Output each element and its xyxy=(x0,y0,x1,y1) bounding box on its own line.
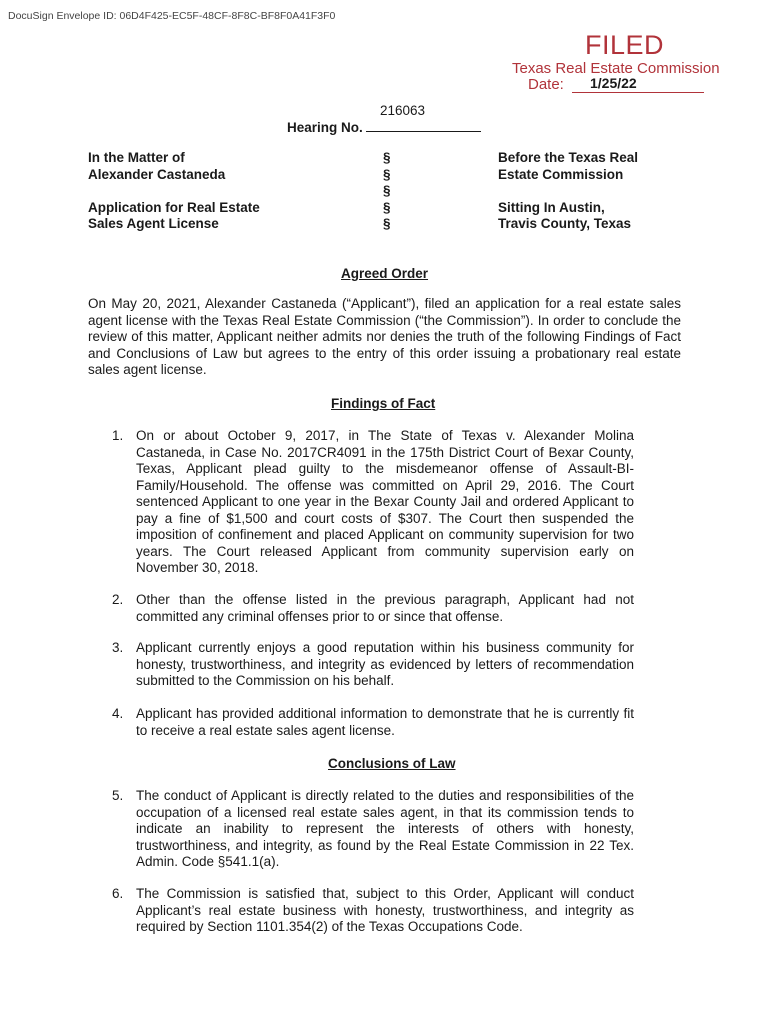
stamp-date-line xyxy=(572,92,704,93)
item-number: 5. xyxy=(112,788,124,803)
finding-item xyxy=(112,428,634,577)
caption-right xyxy=(498,150,638,233)
section-mark: § xyxy=(383,216,391,231)
conclusions-of-law-heading: Conclusions of Law xyxy=(328,756,456,771)
section-marks xyxy=(383,150,391,233)
findings-of-fact-heading: Findings of Fact xyxy=(331,396,436,411)
finding-item xyxy=(112,640,634,690)
caption-right-line: Sitting In Austin, xyxy=(498,199,605,215)
item-number: 6. xyxy=(112,886,124,901)
caption-spacer xyxy=(88,183,260,200)
item-text: Applicant has provided additional information to demonstrate that he is currently fit to receive a real estate sales agent license. xyxy=(136,706,634,738)
item-number: 4. xyxy=(112,706,124,721)
section-mark: § xyxy=(383,166,391,182)
section-mark: § xyxy=(383,183,391,198)
caption-left xyxy=(88,150,260,233)
stamp-date-label: Date: xyxy=(528,76,564,93)
filed-stamp xyxy=(512,30,727,97)
item-number: 3. xyxy=(112,640,124,655)
docusign-envelope-id: DocuSign Envelope ID: 06D4F425-EC5F-48CF-8F8C-BF8F0A41F3F0 xyxy=(8,10,336,22)
caption-right-line: Travis County, Texas xyxy=(498,216,632,231)
section-mark: § xyxy=(383,150,391,165)
section-mark: § xyxy=(383,199,391,215)
stamp-date-row xyxy=(512,77,727,97)
item-number: 2. xyxy=(112,592,124,607)
caption-left-line: Sales Agent License xyxy=(88,216,219,231)
stamp-date-value: 1/25/22 xyxy=(590,75,637,91)
item-text: Applicant currently enjoys a good reputation within his business community for honesty, trustworthiness, and integrity as evidenced by letters of recommendation submitted to the Commission on his behalf. xyxy=(136,640,634,688)
filed-label: FILED xyxy=(584,30,665,60)
caption-left-line: Alexander Castaneda xyxy=(88,166,226,182)
item-number: 1. xyxy=(112,428,124,443)
intro-paragraph: On May 20, 2021, Alexander Castaneda (“Applicant”), filed an application for a real estate sales agent license with the Texas Real Estate Commission (“the Commission”). In order to conclude the review of this matter, Applicant neither admits nor denies the truth of the following Findings of Fact and Conclusions of Law but agrees to the entry of this order issuing a probationary real estate sales agent license. xyxy=(88,296,681,377)
case-number: 216063 xyxy=(380,103,426,118)
caption-right-line: Estate Commission xyxy=(498,166,624,182)
conclusion-item xyxy=(112,788,634,871)
caption-left-line: In the Matter of xyxy=(88,150,185,165)
item-text: Other than the offense listed in the previous paragraph, Applicant had not committed any criminal offenses prior to or since that offense. xyxy=(136,592,634,624)
item-text: On or about October 9, 2017, in The State of Texas v. Alexander Molina Castaneda, in Case No. 2017CR4091 in the 175th District Court of Bexar County, Texas, Applicant plead guilty to the misdemeanor offense of Assault-BI-Family/Household. The offense was committed on April 29, 2016. The Court sentenced Applicant to one year in the Bexar County Jail and ordered Applicant to pay a fine of $1,500 and court costs of $307. The Court then suspended the imposition of confinement and placed Applicant on community supervision for two years. The Court released Applicant from community supervision early on November 30, 2018. xyxy=(136,428,634,575)
caption-left-line: Application for Real Estate xyxy=(88,199,260,215)
hearing-label: Hearing No. xyxy=(287,120,363,135)
item-text: The conduct of Applicant is directly related to the duties and responsibilities of the occupation of a licensed real estate sales agent, in that its commission tends to indicate an inability to represent the interests of others with honesty, trustworthiness, and integrity, as found by the Real Estate Commission in 22 Tex. Admin. Code §541.1(a). xyxy=(136,788,634,869)
agreed-order-heading: Agreed Order xyxy=(341,266,429,281)
finding-item xyxy=(112,706,634,739)
stamp-commission: Texas Real Estate Commission xyxy=(512,60,720,77)
hearing-number xyxy=(287,120,481,135)
finding-item xyxy=(112,592,634,625)
caption-right-line: Before the Texas Real xyxy=(498,150,639,165)
hearing-blank-line xyxy=(366,120,481,132)
item-text: The Commission is satisfied that, subject to this Order, Applicant will conduct Applicant’s real estate business with honesty, trustworthiness, and integrity as required by Section 1101.354(2) of the Texas Occupations Code. xyxy=(136,886,634,934)
conclusion-item xyxy=(112,886,634,936)
caption-spacer xyxy=(498,183,638,200)
